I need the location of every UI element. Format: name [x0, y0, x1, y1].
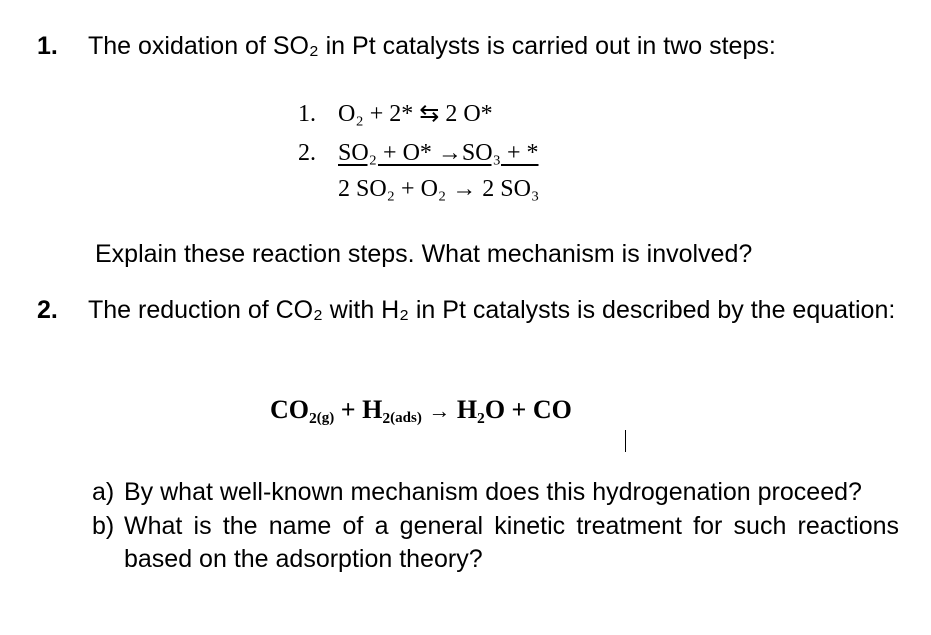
part-text: By what well-known mechanism does this hydrogenation proceed?	[124, 478, 862, 506]
overall-equation: 2 SO₂ + O₂ → 2 SO₃	[338, 176, 540, 202]
part-text: What is the name of a general kinetic treatment for such reactions based on the adsorption theory?	[124, 512, 899, 573]
question-1-prompt: Explain these reaction steps. What mechanism is involved?	[95, 240, 753, 268]
question-2-parts	[92, 476, 899, 576]
phase-gas: (g)	[316, 410, 335, 426]
part-label: b)	[92, 512, 115, 540]
reaction-steps	[298, 99, 539, 204]
part-label: a)	[92, 478, 115, 506]
question-2-text: The reduction of CO₂ with H₂ in Pt catalysts is described by the equation:	[88, 296, 896, 324]
step-number: 2.	[298, 140, 316, 166]
question-1-text: The oxidation of SO₂ in Pt catalysts is carried out in two steps:	[88, 32, 776, 60]
products: H₂O + CO	[456, 395, 572, 424]
question-1-number: 1.	[37, 32, 58, 60]
reactant-co2: CO₂	[270, 395, 317, 424]
text-cursor	[625, 430, 626, 452]
reaction-step-2	[298, 138, 539, 168]
reactant-h2: + H₂	[340, 395, 391, 424]
reaction-arrow: →	[428, 398, 451, 423]
part-a	[92, 476, 899, 509]
reaction-step-1	[298, 99, 539, 129]
part-b	[92, 510, 899, 576]
step-equation: O₂ + 2* ⇆ 2 O*	[338, 101, 493, 127]
step-number: 1.	[298, 101, 316, 127]
overall-reaction	[298, 174, 539, 204]
step-equation: SO₂ + O* →SO₃ + *	[338, 140, 539, 166]
co2-reduction-equation	[270, 395, 572, 427]
question-2-number: 2.	[37, 296, 58, 324]
phase-adsorbed: (ads)	[390, 410, 422, 426]
